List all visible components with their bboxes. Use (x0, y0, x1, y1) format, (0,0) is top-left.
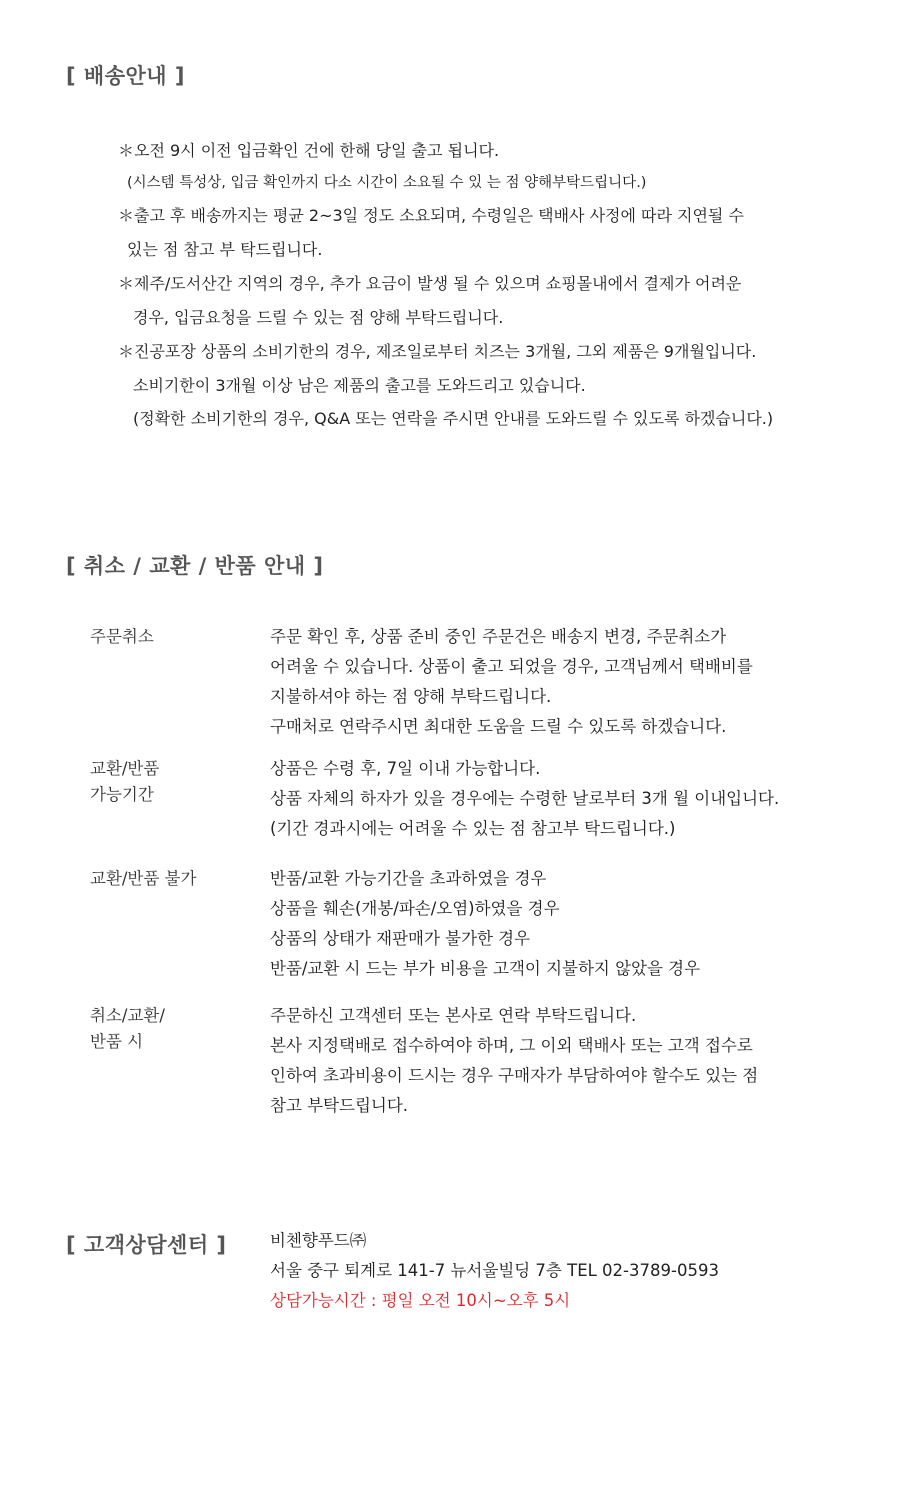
contact-heading: [ 고객상담센터 ] (66, 1233, 227, 1257)
content-line: 상품의 상태가 재판매가 불가한 경우 (270, 929, 531, 948)
shipping-line: (시스템 특성상, 입금 확인까지 다소 시간이 소요될 수 있 는 점 양해부탁드립니다.) (127, 175, 647, 191)
content-line: 반품/교환 가능기간을 초과하였을 경우 (270, 869, 547, 888)
shipping-line: ＊진공포장 상품의 소비기한의 경우, 제조일로부터 치즈는 3개월, 그외 제품은 9개월입니다. (118, 342, 757, 361)
returns-row-label (90, 1003, 165, 1055)
content-line: 지불하셔야 하는 점 양해 부탁드립니다. (270, 687, 552, 706)
shipping-line: 경우, 입금요청을 드릴 수 있는 점 양해 부탁드립니다. (133, 308, 504, 327)
returns-row-label (90, 756, 159, 808)
shipping-line: (정확한 소비기한의 경우, Q&A 또는 연락을 주시면 안내를 도와드릴 수 있도록 하겠습니다.) (133, 409, 774, 428)
content-line: 구매처로 연락주시면 최대한 도움을 드릴 수 있도록 하겠습니다. (270, 717, 727, 736)
shipping-line: ＊제주/도서산간 지역의 경우, 추가 요금이 발생 될 수 있으며 쇼핑몰내에서 결제가 어려운 (118, 274, 742, 293)
content-line: 인하여 초과비용이 드시는 경우 구매자가 부담하여야 할수도 있는 점 (270, 1066, 759, 1085)
label-line: 가능기간 (90, 785, 154, 804)
returns-row-content (270, 864, 700, 984)
label-line: 취소/교환/ (90, 1006, 165, 1025)
label-line: 교환/반품 불가 (90, 869, 197, 888)
shipping-heading: [ 배송안내 ] (66, 64, 185, 88)
label-line: 반품 시 (90, 1032, 144, 1051)
returns-row-label (90, 866, 196, 892)
returns-row-content (270, 622, 753, 742)
service-hours: 상담가능시간 : 평일 오전 10시~오후 5시 (270, 1291, 571, 1310)
content-line: (기간 경과시에는 어려울 수 있는 점 참고부 탁드립니다.) (270, 819, 676, 838)
content-line: 상품을 훼손(개봉/파손/오염)하였을 경우 (270, 899, 560, 918)
content-line: 반품/교환 시 드는 부가 비용을 고객이 지불하지 않았을 경우 (270, 959, 701, 978)
content-line: 상품 자체의 하자가 있을 경우에는 수령한 날로부터 3개 월 이내입니다. (270, 789, 780, 808)
content-line: 상품은 수령 후, 7일 이내 가능합니다. (270, 759, 541, 778)
shipping-line: ＊출고 후 배송까지는 평균 2~3일 정도 소요되며, 수령일은 택배사 사정에 따라 지연될 수 (118, 206, 744, 225)
returns-heading: [ 취소 / 교환 / 반품 안내 ] (66, 554, 324, 578)
label-line: 주문취소 (90, 627, 154, 646)
returns-row-content (270, 754, 779, 844)
content-line: 참고 부탁드립니다. (270, 1096, 409, 1115)
returns-row-content (270, 1001, 758, 1121)
contact-info (270, 1226, 719, 1316)
content-line: 주문하신 고객센터 또는 본사로 연락 부탁드립니다. (270, 1006, 637, 1025)
shipping-line: 있는 점 참고 부 탁드립니다. (127, 240, 323, 259)
shipping-line: ＊오전 9시 이전 입금확인 건에 한해 당일 출고 됩니다. (118, 141, 500, 160)
label-line: 교환/반품 (90, 759, 160, 778)
content-line: 본사 지정택배로 접수하여야 하며, 그 이외 택배사 또는 고객 접수로 (270, 1036, 753, 1055)
company-address: 서울 중구 퇴계로 141-7 뉴서울빌딩 7층 TEL 02-3789-0593 (270, 1261, 719, 1280)
company-name: 비첸향푸드㈜ (270, 1231, 367, 1250)
content-line: 어려울 수 있습니다. 상품이 출고 되었을 경우, 고객님께서 택배비를 (270, 657, 753, 676)
shipping-line: 소비기한이 3개월 이상 남은 제품의 출고를 도와드리고 있습니다. (133, 376, 586, 395)
content-line: 주문 확인 후, 상품 준비 중인 주문건은 배송지 변경, 주문취소가 (270, 627, 727, 646)
returns-row-label (90, 624, 154, 650)
